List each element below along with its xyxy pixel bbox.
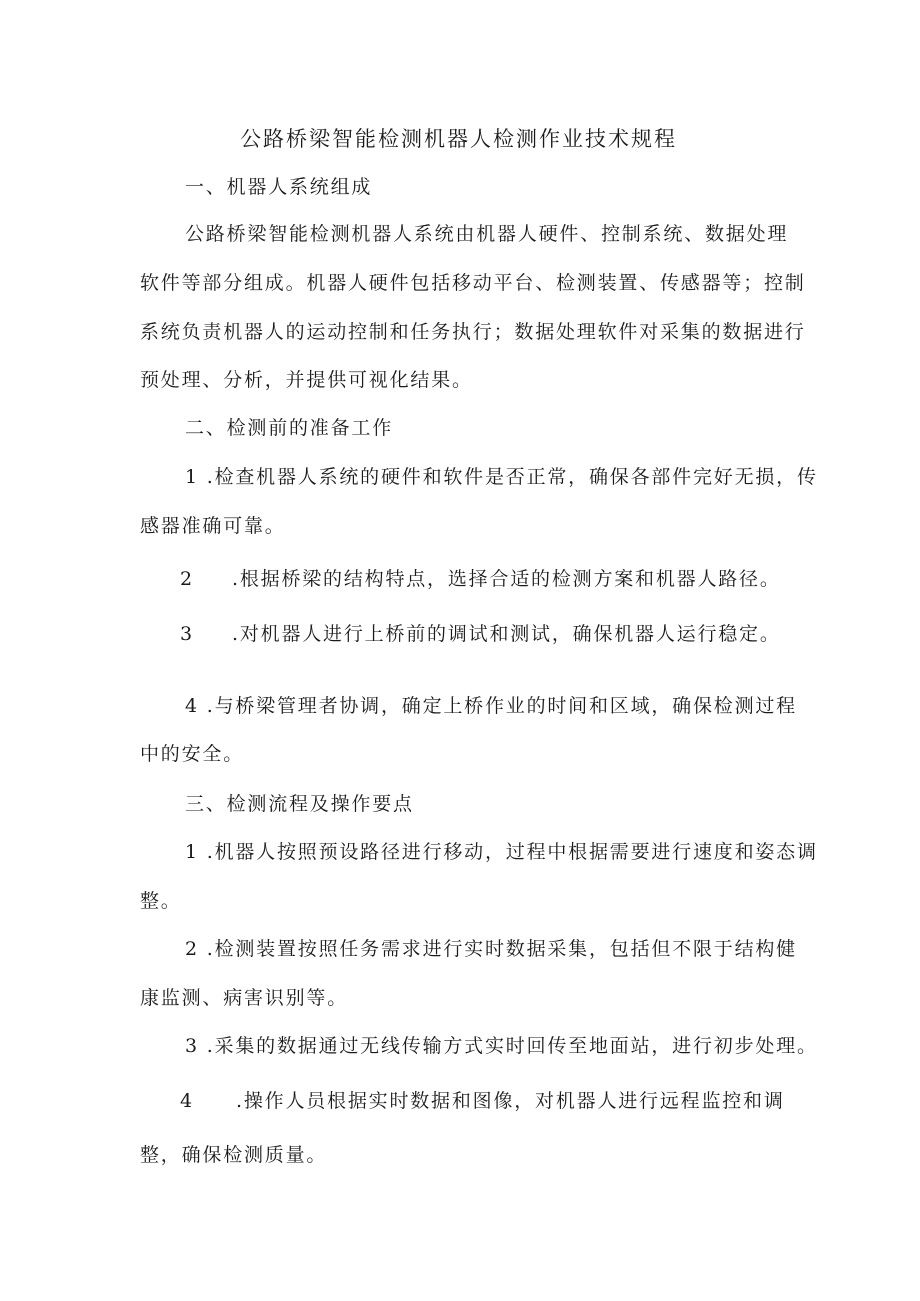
section-heading: 三、检测流程及操作要点 [185, 793, 414, 815]
item-number: 4 [185, 695, 199, 717]
item-number: 2 [185, 938, 199, 960]
item-text: .与桥梁管理者协调，确定上桥作业的时间和区域，确保检测过程 [206, 695, 797, 717]
item-number: 2 [180, 568, 194, 590]
paragraph-line: 预处理、分析，并提供可视化结果。 [140, 369, 473, 391]
list-item-continuation: 感器准确可靠。 [140, 515, 286, 537]
item-number: 1 [185, 466, 199, 488]
item-text: .操作人员根据实时数据和图像，对机器人进行远程监控和调 [236, 1090, 785, 1112]
list-item-continuation: 整，确保检测质量。 [140, 1144, 328, 1166]
item-text: .检查机器人系统的硬件和软件是否正常，确保各部件完好无损，传 [206, 466, 818, 488]
list-item-continuation: 中的安全。 [140, 743, 245, 765]
paragraph-line: 公路桥梁智能检测机器人系统由机器人硬件、控制系统、数据处理 [185, 223, 789, 245]
list-item [180, 567, 781, 591]
list-item [185, 937, 797, 961]
list-item [185, 1034, 818, 1058]
list-item [185, 694, 797, 718]
page-title: 公路桥梁智能检测机器人检测作业技术规程 [240, 127, 677, 151]
section-heading: 一、机器人系统组成 [185, 176, 373, 198]
item-text: .检测装置按照任务需求进行实时数据采集，包括但不限于结构健 [206, 938, 797, 960]
list-item [180, 622, 781, 646]
list-item-continuation: 整。 [140, 890, 182, 912]
item-number: 4 [180, 1090, 194, 1112]
item-text: .根据桥梁的结构特点，选择合适的检测方案和机器人路径。 [232, 568, 781, 590]
list-item-continuation: 康监测、病害识别等。 [140, 987, 349, 1009]
list-item [185, 465, 818, 489]
paragraph-line: 软件等部分组成。机器人硬件包括移动平台、检测装置、传感器等；控制 [140, 272, 806, 294]
paragraph-line: 系统负责机器人的运动控制和任务执行；数据处理软件对采集的数据进行 [140, 321, 806, 343]
item-number: 3 [180, 623, 194, 645]
list-item [180, 1089, 785, 1113]
item-text: .机器人按照预设路径进行移动，过程中根据需要进行速度和姿态调 [206, 841, 818, 863]
item-number: 3 [185, 1035, 199, 1057]
list-item [185, 840, 818, 864]
item-text: .采集的数据通过无线传输方式实时回传至地面站，进行初步处理。 [206, 1035, 818, 1057]
section-heading: 二、检测前的准备工作 [185, 417, 394, 439]
item-number: 1 [185, 841, 199, 863]
item-text: .对机器人进行上桥前的调试和测试，确保机器人运行稳定。 [232, 623, 781, 645]
